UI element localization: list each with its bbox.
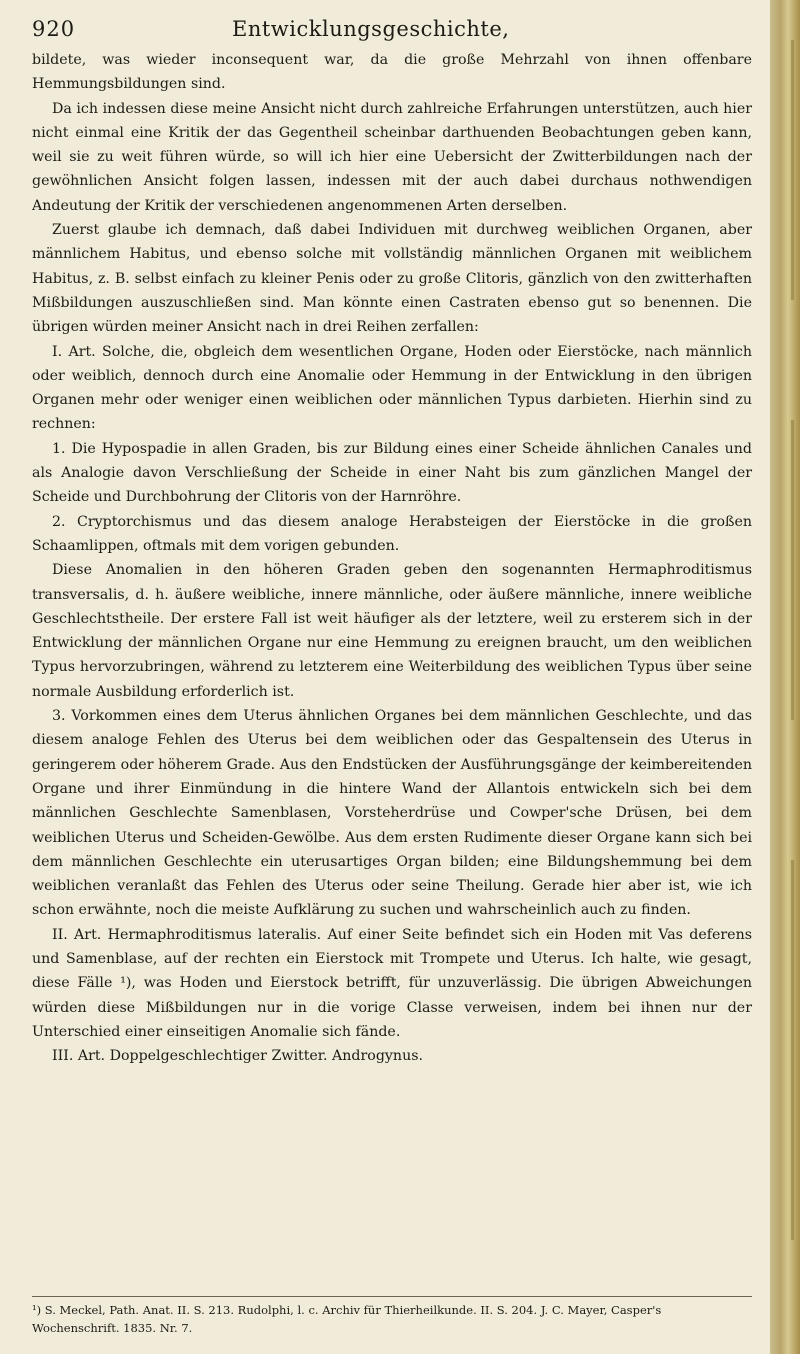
edge-mark <box>791 420 794 720</box>
body-text <box>32 48 752 1068</box>
running-title: Entwicklungsgeschichte, <box>232 17 510 41</box>
paragraph: 1. Die Hypospadie in allen Graden, bis zur Bildung eines einer Scheide ähnlichen Canales und als Analogie davon Verschließung der Scheide in einer Naht bis zum gänzlichen Mangel der Scheide und Durchbohrung der Clitoris von der Harnröhre. <box>32 440 752 506</box>
page-header <box>32 14 752 44</box>
paragraph: Da ich indessen diese meine Ansicht nicht durch zahlreiche Erfahrungen unterstützen, auch hier nicht einmal eine Kritik der das Gegentheil scheinbar darthuenden Beobachtungen geben kann, weil sie zu weit führen würde, so will ich hier eine Uebersicht der Zwitterbildungen nach der gewöhnlichen Ansicht folgen lassen, indessen mit der auch dabei durchaus nothwendigen Andeutung der Kritik der verschiedenen angenommenen Arten derselben. <box>32 100 752 214</box>
paragraph: bildete, was wieder inconsequent war, da die große Mehrzahl von ihnen offenbare Hemmungsbildungen sind. <box>32 52 752 93</box>
paragraph: 2. Cryptorchismus und das diesem analoge Herabsteigen der Eierstöcke in die großen Schaamlippen, oftmals mit dem vorigen gebunden. <box>32 513 752 554</box>
footnote: ¹) S. Meckel, Path. Anat. II. S. 213. Rudolphi, l. c. Archiv für Thierheilkunde. II. S. 204. J. C. Mayer, Casper's Wochenschrift. 1835. Nr. 7. <box>32 1303 662 1335</box>
edge-mark <box>791 860 794 1240</box>
page-number: 920 <box>32 17 76 41</box>
paragraph: III. Art. Doppelgeschlechtiger Zwitter. Androgynus. <box>52 1048 423 1065</box>
edge-mark <box>791 40 794 300</box>
paragraph: II. Art. Hermaphroditismus lateralis. Auf einer Seite befindet sich ein Hoden mit Vas deferens und Samenblase, auf der rechten ein Eierstock mit Trompete und Uterus. Ich halte, wie gesagt, diese Fälle ¹), was Hoden und Eierstock betrifft, für unzuverlässig. Die übrigen Abweichungen würden diese Mißbildungen nur in die vorige Classe verweisen, indem bei ihnen nur der Unterschied einer einseitigen Anomalie sich fände. <box>32 926 752 1040</box>
paragraph: Diese Anomalien in den höheren Graden geben den sogenannten Hermaphroditismus transversalis, d. h. äußere weibliche, innere männliche, oder äußere männliche, innere weibliche Geschlechtstheile. Der erstere Fall ist weit häufiger als der letztere, weil zu ersterem sich in der Entwicklung der männlichen Organe nur eine Hemmung zu ereignen braucht, um den weiblichen Typus hervorzubringen, während zu letzterem eine Weiterbildung des weiblichen Typus über seine normale Ausbildung erforderlich ist. <box>32 562 752 700</box>
paragraph: 3. Vorkommen eines dem Uterus ähnlichen Organes bei dem männlichen Geschlechte, und das diesem analoge Fehlen des Uterus bei dem weiblichen oder das Gespaltensein des Uterus in geringerem oder höherem Grade. Aus den Endstücken der Ausführungsgänge der keimbereitenden Organe und ihrer Einmündung in die hintere Wand der Allantois entwickeln sich bei dem männlichen Geschlechte Samenblasen, Vorsteherdrüse und Cowper'sche Drüsen, bei dem weiblichen Uterus und Scheiden-Gewölbe. Aus dem ersten Rudimente dieser Organe kann sich bei dem männlichen Geschlechte ein uterusartiges Organ bilden; eine Bildungshemmung bei dem weiblichen veranlaßt das Fehlen des Uterus oder seine Theilung. Gerade hier aber ist, wie ich schon erwähnte, noch die meiste Aufklärung zu suchen und wahrscheinlich auch zu finden. <box>32 708 752 919</box>
footnote-area <box>32 1296 752 1337</box>
page-edge-binding <box>770 0 800 1354</box>
paragraph: Zuerst glaube ich demnach, daß dabei Individuen mit durchweg weiblichen Organen, aber männlichem Habitus, und ebenso solche mit vollständig männlichen Organen mit weiblichem Habitus, z. B. selbst einfach zu kleiner Penis oder zu große Clitoris, gänzlich von den zwitterhaften Mißbildungen auszuschließen sind. Man könnte einen Castraten ebenso gut so benennen. Die übrigen würden meiner Ansicht nach in drei Reihen zerfallen: <box>32 222 752 336</box>
paragraph: I. Art. Solche, die, obgleich dem wesentlichen Organe, Hoden oder Eierstöcke, nach männlich oder weiblich, dennoch durch eine Anomalie oder Hemmung in der Entwicklung in den übrigen Organen mehr oder weniger einen weiblichen oder männlichen Typus darbieten. Hierhin sind zu rechnen: <box>32 343 752 433</box>
